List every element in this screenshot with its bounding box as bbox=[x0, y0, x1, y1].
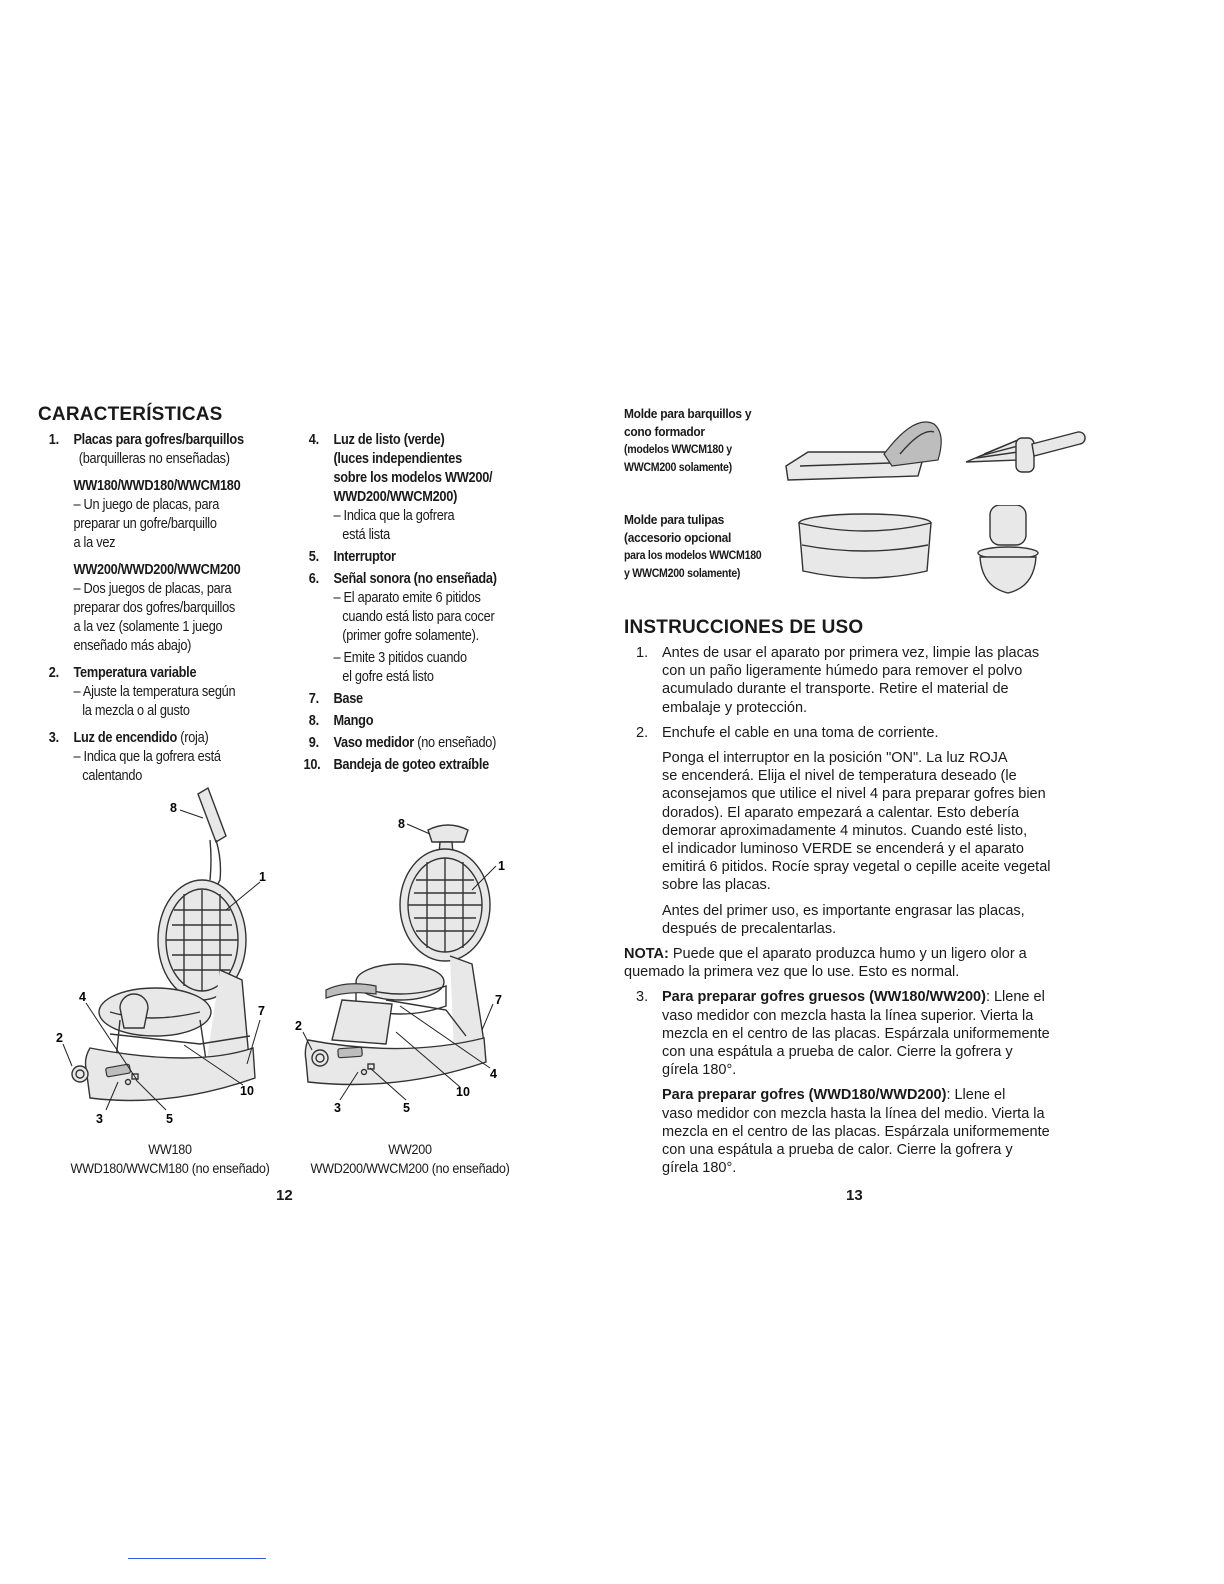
text-line: mezcla en el centro de las placas. Espárzala uniformemente bbox=[662, 1123, 1050, 1140]
item-number: 7. bbox=[308, 691, 319, 707]
text-line: (primer gofre solamente). bbox=[342, 628, 479, 644]
step-number: 2. bbox=[636, 724, 649, 741]
text-line: – Emite 3 pitidos cuando bbox=[333, 650, 467, 666]
text-line: – Indica que la gofrera bbox=[333, 508, 455, 524]
footnote-rule bbox=[128, 1558, 266, 1559]
callout-label: 1 bbox=[259, 870, 266, 884]
text-line: a la vez (solamente 1 juego bbox=[73, 619, 223, 635]
base-drawing bbox=[86, 970, 256, 1101]
caption-line: WW180 bbox=[148, 1141, 192, 1157]
caption-line: WWD180/WWCM180 (no enseñado) bbox=[70, 1160, 270, 1176]
callout-label: 2 bbox=[56, 1031, 63, 1045]
cone-mold-illustration bbox=[780, 410, 1100, 490]
waffle-maker-ww200-illustration bbox=[290, 810, 530, 1130]
waffle-maker-ww180-illustration bbox=[50, 780, 300, 1135]
text-line: embalaje y protección. bbox=[662, 699, 808, 716]
text-line: acumulado durante el transporte. Retire el material de bbox=[662, 681, 1009, 698]
text-line: – Ajuste la temperatura según bbox=[73, 684, 236, 700]
note-label: NOTA: bbox=[624, 946, 669, 963]
item-title: Temperatura variable bbox=[73, 665, 197, 681]
text-line: a la vez bbox=[73, 535, 116, 551]
callout-label: 5 bbox=[166, 1112, 173, 1126]
handle-drawing bbox=[198, 788, 226, 894]
callout-label: 3 bbox=[334, 1101, 341, 1115]
item-note: (barquilleras no enseñadas) bbox=[78, 451, 230, 467]
text-line: – Un juego de placas, para bbox=[73, 497, 220, 513]
waffle-plate-drawing bbox=[400, 849, 490, 961]
item-title: Señal sonora (no enseñada) bbox=[333, 571, 497, 587]
page-number-left: 12 bbox=[276, 1187, 293, 1204]
item-title: Placas para gofres/barquillos bbox=[73, 432, 244, 448]
text-line: enseñado más abajo) bbox=[73, 638, 192, 654]
features-column-2 bbox=[300, 431, 555, 775]
step-title: Para preparar gofres (WWD180/WWD200) bbox=[662, 1087, 947, 1104]
item-title: (luces independientes bbox=[333, 451, 462, 467]
text-line: está lista bbox=[342, 527, 390, 543]
text-line: calentando bbox=[82, 768, 143, 784]
text-line: con una espátula a prueba de calor. Cierre la gofrera y bbox=[662, 1142, 1013, 1159]
text-line: – Dos juegos de placas, para bbox=[73, 581, 232, 597]
item-title: Mango bbox=[333, 713, 374, 729]
step-number: 1. bbox=[636, 645, 649, 661]
callout-label: 10 bbox=[240, 1084, 254, 1098]
text-line: (accesorio opcional bbox=[624, 530, 732, 545]
text-line: gírela 180°. bbox=[662, 1062, 737, 1079]
text-line: el gofre está listo bbox=[342, 669, 434, 685]
item-note: (roja) bbox=[176, 730, 209, 746]
text-line: demorar aproximadamente 4 minutos. Cuando esté listo, bbox=[662, 822, 1028, 839]
text-line: Antes de usar el aparato por primera vez, limpie las placas bbox=[662, 645, 1040, 661]
callout-label: 5 bbox=[403, 1101, 410, 1115]
text-line: vaso medidor con mezcla hasta la línea superior. Vierta la bbox=[662, 1007, 1034, 1024]
text-line: : Llene el bbox=[946, 1087, 1006, 1104]
text-line: Ponga el interruptor en la posición "ON". La luz ROJA bbox=[662, 750, 1008, 767]
callout-label: 7 bbox=[495, 993, 502, 1007]
item-number: 6. bbox=[308, 571, 319, 587]
features-heading: CARACTERÍSTICAS bbox=[38, 404, 223, 425]
item-note: (no enseñado) bbox=[413, 735, 497, 751]
page-number-right: 13 bbox=[846, 1187, 863, 1204]
instructions-body bbox=[624, 644, 1104, 1177]
model-label: WW180/WWD180/WWCM180 bbox=[73, 478, 241, 494]
text-line: cuando está listo para cocer bbox=[342, 609, 495, 625]
text-line: : Llene el bbox=[985, 989, 1045, 1006]
item-title: Interruptor bbox=[333, 549, 396, 565]
text-line: y WWCM200 solamente) bbox=[624, 568, 741, 580]
item-number: 10. bbox=[303, 757, 321, 773]
callout-label: 2 bbox=[295, 1019, 302, 1033]
text-line: Antes del primer uso, es importante engrasar las placas, bbox=[662, 902, 1025, 919]
step-number: 3. bbox=[636, 989, 649, 1006]
text-line: (modelos WWCM180 y bbox=[624, 444, 732, 456]
text-line: aconsejamos que utilice el nivel 4 para preparar gofres bien bbox=[662, 786, 1046, 803]
text-line: gírela 180°. bbox=[662, 1160, 737, 1177]
callout-label: 10 bbox=[456, 1085, 470, 1099]
base-drawing bbox=[305, 956, 486, 1085]
item-title: sobre los modelos WW200/ bbox=[333, 470, 493, 486]
item-number: 8. bbox=[308, 713, 319, 729]
item-number: 4. bbox=[308, 432, 319, 448]
text-line: para los modelos WWCM180 bbox=[624, 550, 762, 562]
step-title: Para preparar gofres gruesos (WW180/WW200) bbox=[662, 989, 986, 1006]
callout-label: 7 bbox=[258, 1004, 265, 1018]
text-line: WWCM200 solamente) bbox=[624, 462, 732, 474]
text-line: sobre las placas. bbox=[662, 877, 771, 894]
text-line: Molde para tulipas bbox=[624, 512, 725, 527]
callout-label: 3 bbox=[96, 1112, 103, 1126]
model-label: WW200/WWD200/WWCM200 bbox=[73, 562, 241, 578]
text-line: el indicador luminoso VERDE se encenderá y el aparato bbox=[662, 841, 1024, 858]
text-line: – El aparato emite 6 pitidos bbox=[333, 590, 481, 606]
item-title: Bandeja de goteo extraíble bbox=[333, 757, 489, 773]
item-number: 3. bbox=[48, 730, 59, 746]
text-line: emitirá 6 pitidos. Rocíe spray vegetal o cepille aceite vegetal bbox=[662, 859, 1051, 876]
item-number: 2. bbox=[48, 665, 59, 681]
callout-label: 8 bbox=[170, 801, 177, 815]
text-line: quemado la primera vez que lo use. Esto es normal. bbox=[624, 964, 960, 981]
callout-label: 4 bbox=[490, 1067, 497, 1081]
text-line: dorados). El aparato empezará a calentar. Esto debería bbox=[662, 804, 1020, 821]
item-title: Luz de listo (verde) bbox=[333, 432, 445, 448]
item-number: 9. bbox=[308, 735, 319, 751]
accessory-tulip-mold-label bbox=[624, 511, 808, 583]
item-title: Vaso medidor bbox=[333, 735, 414, 751]
caption-line: WW200 bbox=[388, 1141, 432, 1157]
item-title: WWD200/WWCM200) bbox=[333, 489, 458, 505]
callout-label: 8 bbox=[398, 817, 405, 831]
instructions-heading: INSTRUCCIONES DE USO bbox=[624, 617, 864, 638]
text-line: – Indica que la gofrera está bbox=[73, 749, 221, 765]
text-line: preparar dos gofres/barquillos bbox=[73, 600, 236, 616]
text-line: después de precalentarlas. bbox=[662, 920, 837, 937]
item-title: Base bbox=[333, 691, 363, 707]
callout-label: 4 bbox=[79, 990, 86, 1004]
item-title: Luz de encendido bbox=[73, 730, 177, 746]
callout-label: 1 bbox=[498, 859, 505, 873]
text-line: se encenderá. Elija el nivel de temperatura deseado (le bbox=[662, 768, 1017, 785]
text-line: vaso medidor con mezcla hasta la línea del medio. Vierta la bbox=[662, 1105, 1045, 1122]
text-line: con una espátula a prueba de calor. Cierre la gofrera y bbox=[662, 1044, 1013, 1061]
figure-caption-ww200 bbox=[293, 1140, 527, 1178]
text-line: Enchufe el cable en una toma de corriente. bbox=[662, 724, 939, 741]
text-line: la mezcla o al gusto bbox=[82, 703, 190, 719]
text-line: Puede que el aparato produzca humo y un ligero olor a bbox=[668, 946, 1027, 963]
item-number: 1. bbox=[48, 432, 59, 448]
figure-caption-ww180 bbox=[53, 1140, 287, 1178]
caption-line: WWD200/WWCM200 (no enseñado) bbox=[310, 1160, 510, 1176]
text-line: con un paño ligeramente húmedo para remover el polvo bbox=[662, 663, 1023, 680]
text-line: mezcla en el centro de las placas. Espárzala uniformemente bbox=[662, 1025, 1050, 1042]
text-line: preparar un gofre/barquillo bbox=[73, 516, 217, 532]
text-line: Molde para barquillos y bbox=[624, 406, 752, 421]
features-column-1 bbox=[40, 431, 295, 786]
text-line: cono formador bbox=[624, 424, 705, 439]
item-number: 5. bbox=[308, 549, 319, 565]
tulip-mold-illustration bbox=[790, 505, 1090, 600]
